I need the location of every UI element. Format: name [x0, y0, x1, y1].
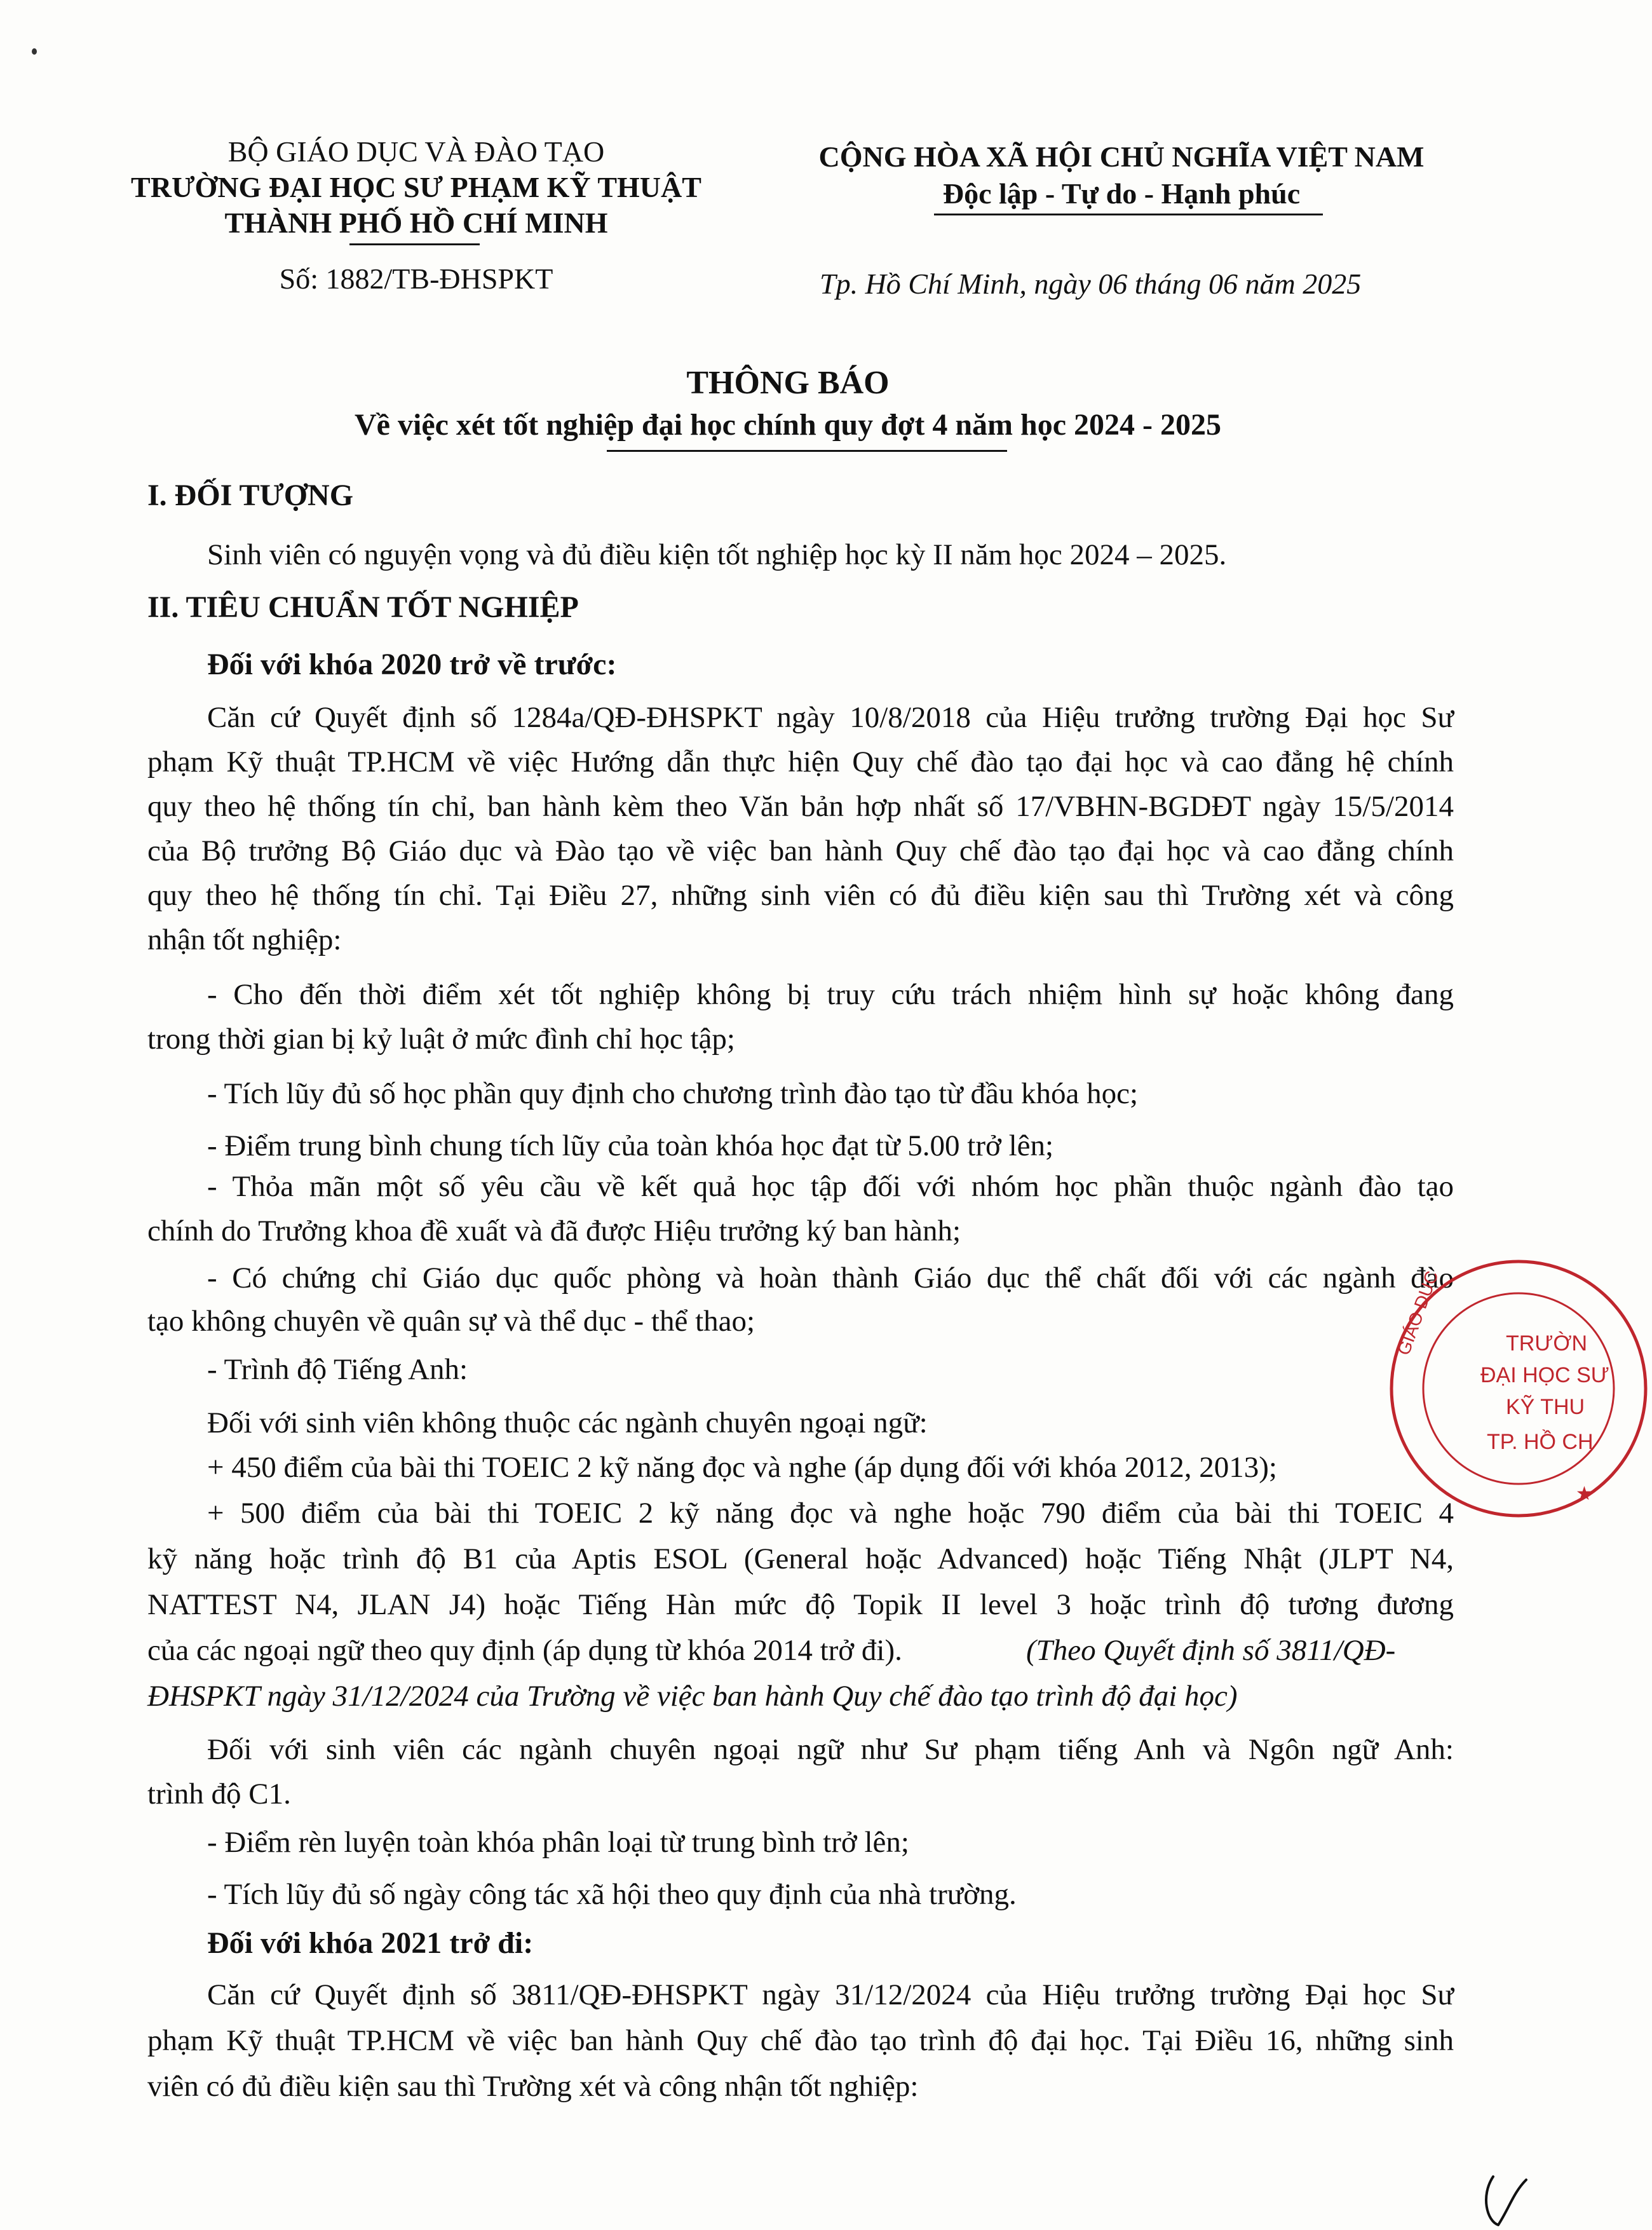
- para-2-line-3: viên có đủ điều kiện sau thì Trường xét và công nhận tốt nghiệp:: [147, 2070, 919, 2103]
- para-1-line-1: Căn cứ Quyết định số 1284a/QĐ-ĐHSPKT ngày 10/8/2018 của Hiệu trưởng trường Đại học Sư: [207, 701, 1454, 734]
- subheading-2020: Đối với khóa 2020 trở về trước:: [207, 648, 617, 681]
- school-name-line2: THÀNH PHỐ HỒ CHÍ MINH: [224, 207, 608, 239]
- para-2-line-1: Căn cứ Quyết định số 3811/QĐ-ĐHSPKT ngày 31/12/2024 của Hiệu trưởng trường Đại học Sư: [207, 1978, 1454, 2011]
- seal-ring-text: GIÁO DỤC: [1393, 1268, 1442, 1358]
- motto-underline: [934, 214, 1323, 215]
- school-seal: [1385, 1255, 1652, 1522]
- para-1-line-6: nhận tốt nghiệp:: [147, 923, 342, 956]
- bullet-6: - Trình độ Tiếng Anh:: [207, 1353, 468, 1386]
- para-1-line-5: quy theo hệ thống tín chỉ. Tại Điều 27, những sinh viên có đủ điều kiện sau thì Trường xét và công: [147, 879, 1454, 912]
- seal-text-1: TRƯỜN: [1506, 1331, 1588, 1356]
- document-subtitle: Về việc xét tốt nghiệp đại học chính quy đợt 4 năm học 2024 - 2025: [355, 408, 1221, 442]
- seal-text-2: ĐẠI HỌC SƯ: [1480, 1363, 1609, 1387]
- toeic-500-citation: ĐHSPKT ngày 31/12/2024 của Trường về việc ban hành Quy chế đào tạo trình độ đại học): [147, 1680, 1238, 1713]
- para-1-line-2: phạm Kỹ thuật TP.HCM về việc Hướng dẫn thực hiện Quy chế đào tạo đại học và cao đẳng hệ chính: [147, 745, 1454, 778]
- section-1-heading: I. ĐỐI TƯỢNG: [147, 479, 354, 512]
- seal-text-3: KỸ THU: [1506, 1395, 1585, 1419]
- para-1-line-4: của Bộ trưởng Bộ Giáo dục và Đào tạo về việc ban hành Quy chế đào tạo đại học và cao đẳng chính: [147, 834, 1454, 867]
- bullet-7: - Điểm rèn luyện toàn khóa phân loại từ trung bình trở lên;: [207, 1826, 909, 1859]
- para-2-line-2: phạm Kỹ thuật TP.HCM về việc ban hành Quy chế đào tạo trình độ đại học. Tại Điều 16, những sinh: [147, 2024, 1454, 2057]
- toeic-500-citation-start: (Theo Quyết định số 3811/QĐ-: [1026, 1634, 1396, 1667]
- toeic-500-line-2: kỹ năng hoặc trình độ B1 của Aptis ESOL (General hoặc Advanced) hoặc Tiếng Nhật (JLPT N4,: [147, 1542, 1454, 1575]
- language-majors-line-2: trình độ C1.: [147, 1778, 291, 1811]
- bullet-3: - Điểm trung bình chung tích lũy của toàn khóa học đạt từ 5.00 trở lên;: [207, 1129, 1054, 1162]
- non-language-majors: Đối với sinh viên không thuộc các ngành chuyên ngoại ngữ:: [207, 1406, 928, 1439]
- seal-star-icon: ★: [1576, 1483, 1593, 1505]
- toeic-500-line-4: của các ngoại ngữ theo quy định (áp dụng từ khóa 2014 trở đi).: [147, 1634, 902, 1667]
- bullet-4-line-2: chính do Trưởng khoa đề xuất và đã được Hiệu trưởng ký ban hành;: [147, 1214, 961, 1248]
- section-1-text: Sinh viên có nguyện vọng và đủ điều kiện tốt nghiệp học kỳ II năm học 2024 – 2025.: [207, 538, 1227, 571]
- ministry-name: BỘ GIÁO DỤC VÀ ĐÀO TẠO: [227, 135, 605, 168]
- handwritten-initial: [1474, 2170, 1531, 2230]
- document-title: THÔNG BÁO: [686, 365, 890, 401]
- issue-date: Tp. Hồ Chí Minh, ngày 06 tháng 06 năm 2025: [820, 268, 1362, 300]
- school-name-line1: TRƯỜNG ĐẠI HỌC SƯ PHẠM KỸ THUẬT: [131, 171, 701, 203]
- bullet-8: - Tích lũy đủ số ngày công tác xã hội theo quy định của nhà trường.: [207, 1878, 1017, 1911]
- motto: Độc lập - Tự do - Hạnh phúc: [942, 177, 1301, 210]
- header-left-underline: [349, 243, 480, 245]
- bullet-4-line-1: - Thỏa mãn một số yêu cầu về kết quả học tập đối với nhóm học phần thuộc ngành đào tạo: [207, 1170, 1454, 1203]
- para-1-line-3: quy theo hệ thống tín chỉ, ban hành kèm theo Văn bản hợp nhất số 17/VBHN-BGDĐT ngày 15/5/2014: [147, 790, 1454, 823]
- toeic-500-line-3: NATTEST N4, JLAN J4) hoặc Tiếng Hàn mức độ Topik II level 3 hoặc trình độ tương đương: [147, 1588, 1454, 1621]
- bullet-5-line-2: tạo không chuyên về quân sự và thể dục - thể thao;: [147, 1305, 755, 1338]
- toeic-500-line-1: + 500 điểm của bài thi TOEIC 2 kỹ năng đọc và nghe hoặc 790 điểm của bài thi TOEIC 4: [207, 1497, 1454, 1530]
- seal-text-4: TP. HỒ CH: [1487, 1430, 1594, 1454]
- subheading-2021: Đối với khóa 2021 trở đi:: [207, 1926, 534, 1960]
- scan-speck: [32, 48, 37, 55]
- section-2-heading: II. TIÊU CHUẨN TỐT NGHIỆP: [147, 590, 579, 624]
- document-number: Số: 1882/TB-ĐHSPKT: [279, 262, 553, 295]
- toeic-450: + 450 điểm của bài thi TOEIC 2 kỹ năng đọc và nghe (áp dụng đối với khóa 2012, 2013);: [207, 1451, 1277, 1484]
- bullet-1-line-1: - Cho đến thời điểm xét tốt nghiệp không bị truy cứu trách nhiệm hình sự hoặc không đang: [207, 978, 1454, 1011]
- bullet-2: - Tích lũy đủ số học phần quy định cho chương trình đào tạo từ đầu khóa học;: [207, 1077, 1139, 1110]
- subtitle-underline: [607, 450, 1007, 452]
- country-name: CỘNG HÒA XÃ HỘI CHỦ NGHĨA VIỆT NAM: [818, 140, 1425, 173]
- language-majors-line-1: Đối với sinh viên các ngành chuyên ngoại ngữ như Sư phạm tiếng Anh và Ngôn ngữ Anh:: [207, 1733, 1454, 1766]
- seal-inner-ring: [1423, 1293, 1614, 1484]
- bullet-5-line-1: - Có chứng chỉ Giáo dục quốc phòng và hoàn thành Giáo dục thể chất đối với các ngành đào: [207, 1261, 1454, 1295]
- bullet-1-line-2: trong thời gian bị kỷ luật ở mức đình chỉ học tập;: [147, 1023, 735, 1056]
